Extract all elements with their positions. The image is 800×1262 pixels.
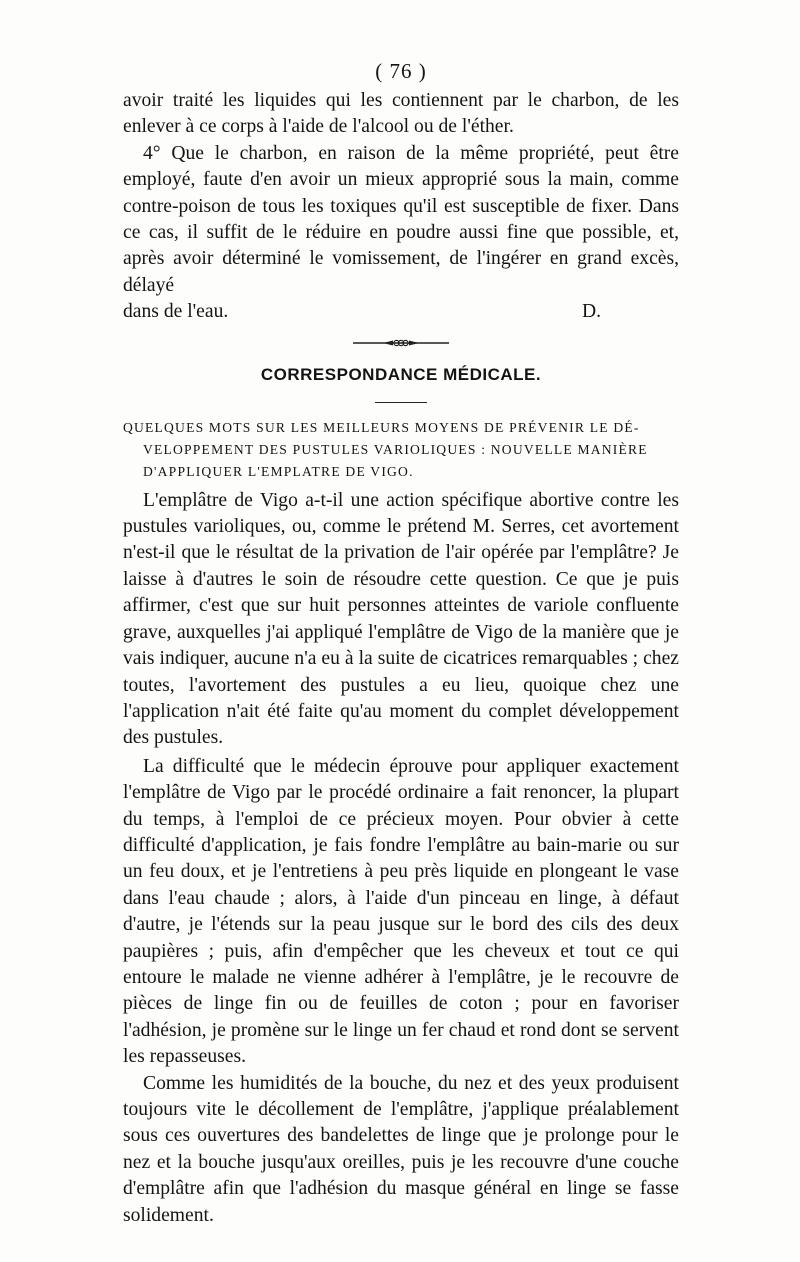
page-number: ( 76 ) (375, 59, 427, 83)
section-ornament (123, 326, 679, 360)
subtitle-line-3: D'APPLIQUER L'EMPLATRE DE VIGO. (143, 463, 414, 479)
intro-last-line: dans de l'eau. (123, 301, 229, 323)
article-subtitle (123, 417, 679, 483)
author-signature: D. (581, 301, 601, 323)
ornament-rule-icon (353, 338, 449, 348)
subtitle-line-1: QUELQUES MOTS SUR LES MEILLEURS MOYENS DE PRÉVENIR LE DÉ- (123, 419, 640, 435)
section-title: CORRESPONDANCE MÉDICALE. (260, 364, 542, 384)
subtitle-line-2: VELOPPEMENT DES PUSTULES VARIOLIQUES : NOUVELLE MANIÈRE (143, 441, 648, 457)
intro-continuation: avoir traité les liquides qui les contiennent par le charbon, de les enlever à ce corps à l'aide de l'alcool ou de l'éther. (123, 90, 679, 138)
intro-point-4: 4° Que le charbon, en raison de la même propriété, peut être employé, faute d'en avoir un mieux approprié sous la main, comme contre-poison de tous les toxiques qu'il est susceptible de fixer. Dans ce cas, il suffit de le réduire en poudre aussi fine que possible, et, après avoir déterminé le vomissement, de l'ingérer en grand excès, délayé (123, 142, 679, 296)
intro-closing-line (123, 299, 679, 325)
body-paragraph-2: La difficulté que le médecin éprouve pour appliquer exactement l'emplâtre de Vigo par le procédé ordinaire a fait renoncer, la plupart du temps, à l'emploi de ce précieux moyen. Pour obvier à cette difficulté d'application, je fais fondre l'emplâtre au bain-marie ou sur un feu doux, et je l'entretiens à peu près liquide en plongeant le vase dans l'eau chaude ; alors, à l'aide d'un pinceau en linge, à défaut d'autre, je l'étends sur la peau jusque sur le bord des cils des deux paupières ; puis, afin d'empêcher que les cheveux et tout ce qui entoure le malade ne vienne adhérer à l'emplâtre, je le recouvre de pièces de linge fin ou de feuilles de coton ; pour en favoriser l'adhésion, je promène sur le linge un fer chaud et rond dont se servent les repasseuses. (123, 755, 679, 1068)
book-page (123, 56, 679, 1229)
body-paragraph-3: Comme les humidités de la bouche, du nez et des yeux produisent toujours vite le décollement de l'emplâtre, j'applique préalablement sous ces ouvertures des bandelettes de linge que je prolonge pour le nez et la bouche jusqu'aux oreilles, puis je les recouvre d'une couche d'emplâtre afin que l'adhésion du masque général en linge se fasse solidement. (123, 1072, 679, 1226)
title-divider (375, 402, 427, 403)
body-paragraph-1: L'emplâtre de Vigo a-t-il une action spécifique abortive contre les pustules varioliques, ou, comme le prétend M. Serres, cet avortement n'est-il que le résultat de la privation de l'air opérée par l'emplâtre? Je laisse à d'autres le soin de résoudre cette question. Ce que je puis affirmer, c'est que sur huit personnes atteintes de variole confluente grave, auxquelles j'ai appliqué l'emplâtre de Vigo de la manière que je vais indiquer, aucune n'a eu à la suite de cicatrices remarquables ; chez toutes, l'avortement des pustules a eu lieu, quoique chez une l'application n'ait été faite qu'au moment du complet développement des pustules. (123, 489, 679, 749)
